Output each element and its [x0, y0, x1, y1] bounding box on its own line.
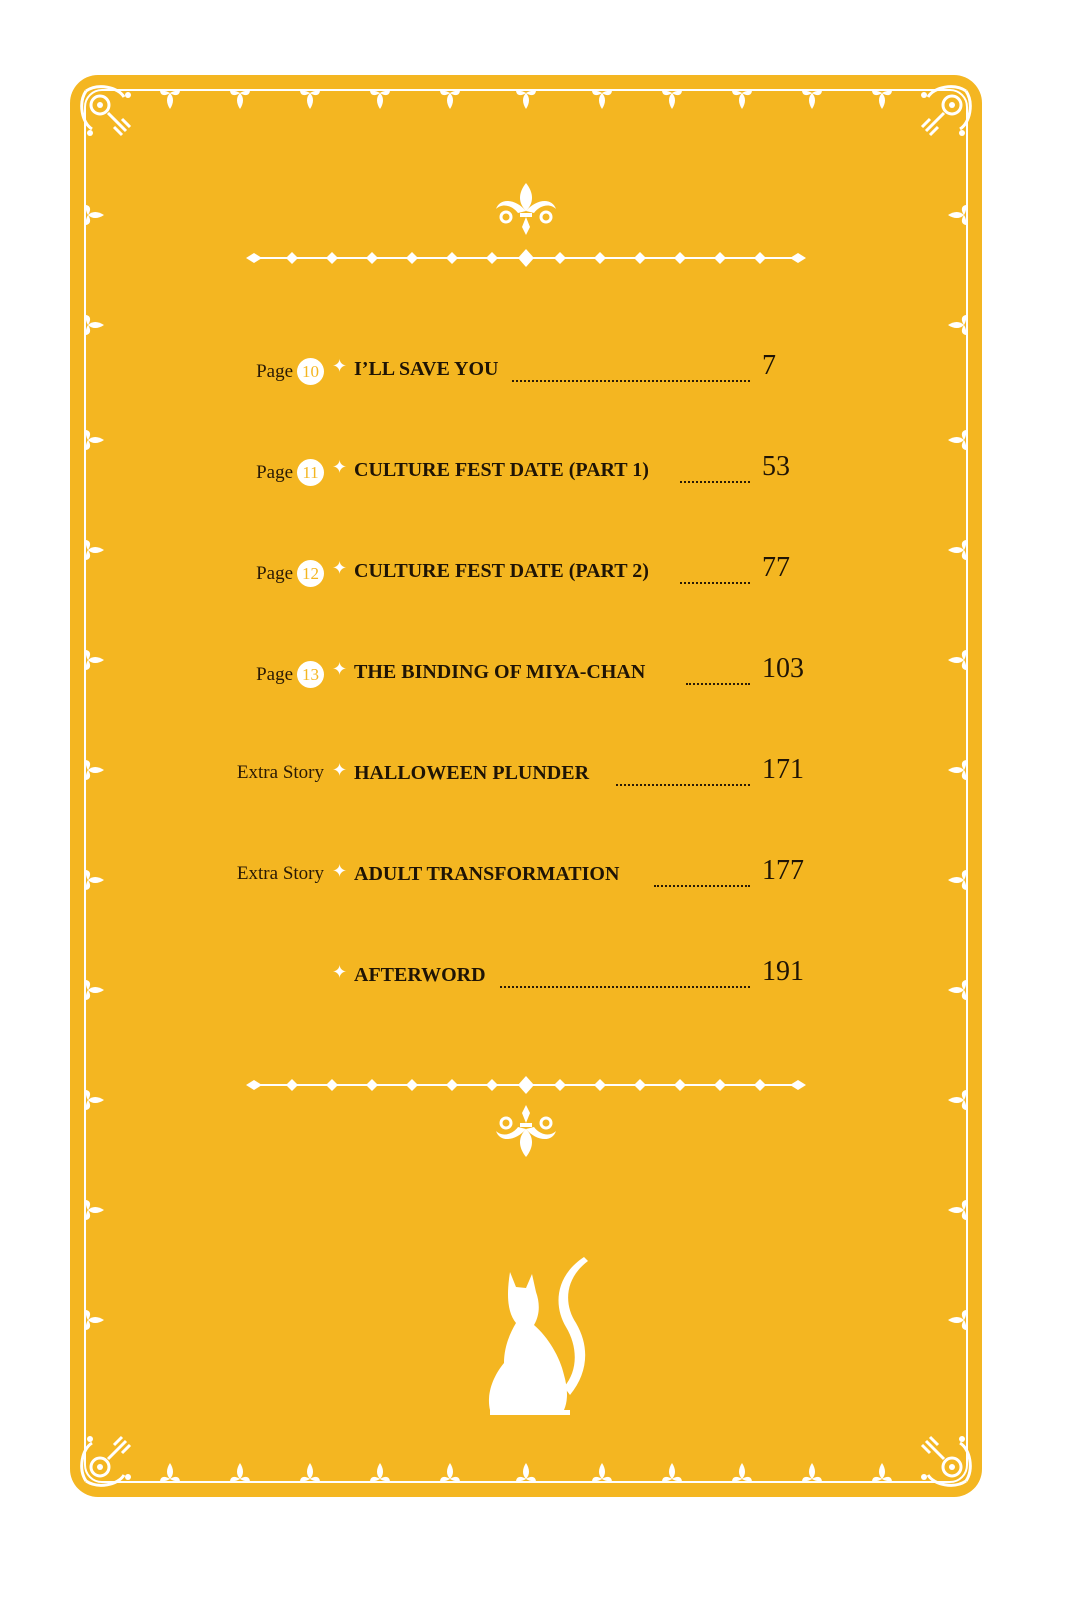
entry-page-number: 53	[762, 451, 790, 482]
entry-title: THE BINDING OF MIYA-CHAN	[354, 661, 646, 683]
entry-prefix-label: Page	[256, 562, 293, 584]
table-of-contents	[70, 75, 982, 1497]
toc-entry[interactable]	[70, 350, 982, 390]
entry-prefix-label: Extra Story	[236, 863, 324, 884]
toc-entry[interactable]	[70, 653, 982, 693]
four-point-star-icon: ✦	[332, 861, 348, 882]
dot-leader	[616, 754, 750, 786]
dot-leader	[686, 653, 750, 685]
entry-title: I’LL SAVE YOU	[354, 358, 499, 380]
four-point-star-icon: ✦	[332, 457, 348, 478]
entry-page-number: 7	[762, 350, 776, 381]
four-point-star-icon: ✦	[332, 356, 348, 377]
toc-panel	[70, 75, 982, 1497]
toc-entry[interactable]	[70, 754, 982, 794]
entry-title: AFTERWORD	[354, 964, 486, 986]
toc-entry[interactable]	[70, 855, 982, 895]
entry-prefix	[256, 358, 324, 385]
four-point-star-icon: ✦	[332, 558, 348, 579]
chapter-number-badge: 10	[297, 358, 324, 385]
entry-page-number: 191	[762, 956, 804, 987]
dot-leader	[680, 552, 750, 584]
entry-prefix	[256, 661, 324, 688]
entry-title: ADULT TRANSFORMATION	[354, 863, 620, 885]
entry-title: CULTURE FEST DATE (PART 2)	[354, 560, 649, 582]
toc-entry[interactable]	[70, 552, 982, 592]
four-point-star-icon: ✦	[332, 659, 348, 680]
dot-leader	[500, 956, 750, 988]
chapter-number-badge: 11	[297, 459, 324, 486]
entry-prefix	[237, 863, 324, 885]
entry-title: HALLOWEEN PLUNDER	[354, 762, 590, 784]
dot-leader	[512, 350, 750, 382]
entry-prefix-label: Extra Story	[236, 762, 324, 783]
entry-title: CULTURE FEST DATE (PART 1)	[354, 459, 649, 481]
entry-prefix	[256, 560, 324, 587]
entry-prefix-label: Page	[256, 663, 293, 685]
four-point-star-icon: ✦	[332, 962, 348, 983]
entry-prefix	[256, 459, 324, 486]
entry-prefix-label: Page	[256, 360, 293, 382]
entry-prefix-label: Page	[256, 461, 293, 483]
chapter-number-badge: 12	[297, 560, 324, 587]
dot-leader	[680, 451, 750, 483]
toc-entry[interactable]	[70, 956, 982, 996]
toc-entry[interactable]	[70, 451, 982, 491]
entry-page-number: 103	[762, 653, 804, 684]
four-point-star-icon: ✦	[332, 760, 348, 781]
entry-page-number: 171	[762, 754, 804, 785]
entry-page-number: 177	[762, 855, 804, 886]
entry-page-number: 77	[762, 552, 790, 583]
dot-leader	[654, 855, 750, 887]
chapter-number-badge: 13	[297, 661, 324, 688]
entry-prefix	[237, 762, 324, 784]
